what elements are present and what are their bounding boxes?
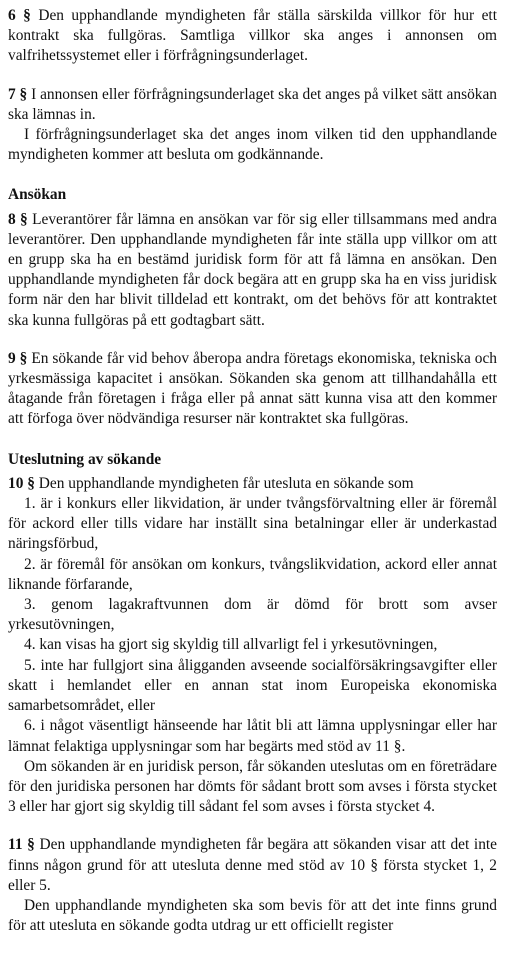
section-10-text: Den upphandlande myndigheten får utesluta en sökande som <box>34 474 414 492</box>
section-9-text: En sökande får vid behov åberopa andra företags ekonomiska, tekniska och yrkesmässiga kapacitet i ansökan. Sökanden ska genom att tillhandahålla ett åtagande från företagen i fråga eller på annat sätt kunna visa att den kommer att förfoga över nödvändiga resurser när kontraktet ska fullgöras. <box>8 349 497 428</box>
section-6-text: Den upphandlande myndigheten får ställa särskilda villkor för hur ett kontrakt ska fullgöras. Samtliga villkor ska anges i annonsen om valfrihetssystemet eller i förfrågningsunderlaget. <box>8 7 497 65</box>
section-11-paragraph <box>8 835 497 896</box>
section-8-paragraph <box>8 210 497 331</box>
section-11-second-paragraph: Den upphandlande myndigheten ska som bevis för att det inte finns grund för att utesluta en sökande godta utdrag ur ett officiellt register <box>8 896 497 935</box>
section-10-item-2: 2. är föremål för ansökan om konkurs, tvångslikvidation, ackord eller annat liknande förfarande, <box>8 555 497 593</box>
section-6-number: 6 § <box>8 7 31 24</box>
heading-ansokan: Ansökan <box>8 186 67 204</box>
section-10-second-paragraph: Om sökanden är en juridisk person, får sökanden uteslutas om en företrädare för den juridiska personen har dömts för sådant brott som avses i första stycket 3 eller har gjort sig skyldig till sådant fel som avses i första stycket 4. <box>8 757 497 816</box>
section-10-number: 10 § <box>8 474 35 492</box>
section-10-item-5: 5. inte har fullgjort sina åligganden avseende socialförsäkringsavgifter eller skatt i hemlandet eller en annan stat inom Europeiska ekonomiska samarbetsområdet, eller <box>8 656 497 715</box>
section-7-paragraph <box>8 85 497 125</box>
section-10-item-1: 1. är i konkurs eller likvidation, är under tvångsförvaltning eller är föremål för ackord eller tills vidare har inställt sina betalningar eller är underkastad näringsförbud, <box>8 495 497 553</box>
section-10-item-6: 6. i något väsentligt hänseende har låtit bli att lämna upplysningar eller har lämnat felaktiga upplysningar som har begärts med stöd av 11 §. <box>8 717 497 755</box>
section-11-text: Den upphandlande myndigheten får begära att sökanden visar att det inte finns någon grund för att utesluta denne med stöd av 10 § första stycket 1, 2 eller 5. <box>8 836 497 894</box>
section-9-number: 9 § <box>8 349 28 367</box>
section-9-paragraph <box>8 349 497 430</box>
section-11-number: 11 § <box>8 836 35 854</box>
heading-uteslutning: Uteslutning av sökande <box>8 450 162 468</box>
section-7-text: I annonsen eller förfrågningsunderlaget ska det anges på vilket sätt ansökan ska lämnas in. <box>8 85 497 123</box>
section-8-text: Leverantörer får lämna en ansökan var för sig eller tillsammans med andra leverantörer. Den upphandlande myndigheten får inte ställa upp villkor om att en grupp ska ha en bestämd juridisk form för att få lämna en ansökan. Den upphandlande myndigheten får dock begära att en grupp ska ha en viss juridisk form när den har blivit tilldelad ett kontrakt, om det behövs för att kontraktet ska kunna fullgöras på ett godtagbart sätt. <box>8 210 497 329</box>
section-7-second-paragraph: I förfrågningsunderlaget ska det anges inom vilken tid den upphandlande myndigheten kommer att besluta om godkännande. <box>8 126 497 164</box>
section-10-item-3: 3. genom lagakraftvunnen dom är dömd för brott som avser yrkesutövningen, <box>8 596 497 634</box>
section-10-intro <box>8 474 497 494</box>
section-8-number: 8 § <box>8 210 28 228</box>
section-7-number: 7 § <box>8 85 28 103</box>
section-10-item-4: 4. kan visas ha gjort sig skyldig till allvarligt fel i yrkesutövningen, <box>24 636 438 654</box>
section-6-paragraph <box>8 6 497 67</box>
